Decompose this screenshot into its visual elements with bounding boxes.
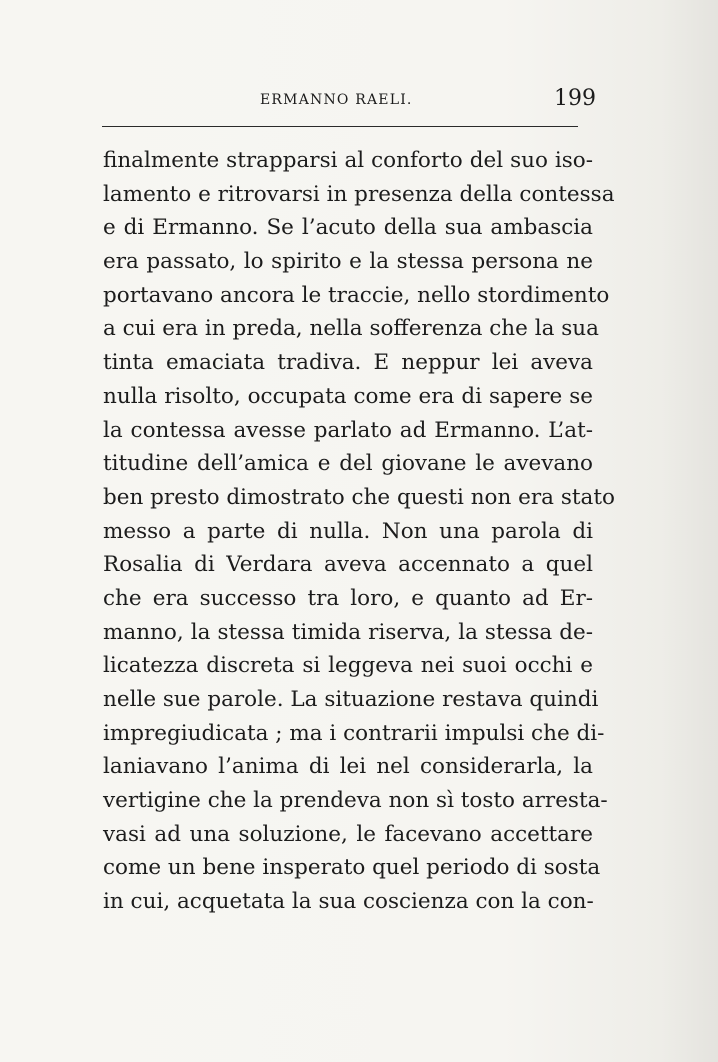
text-line: messo a parte di nulla. Non una parola di bbox=[103, 518, 593, 544]
text-line: vasi ad una soluzione, le facevano accettare bbox=[103, 821, 593, 847]
text-line: nelle sue parole. La situazione restava quindi bbox=[103, 687, 599, 712]
running-head bbox=[102, 86, 596, 116]
text-line: Rosalia di Verdara aveva accennato a quel bbox=[103, 552, 593, 578]
text-line: lamento e ritrovarsi in presenza della contessa bbox=[103, 181, 615, 207]
text-line: manno, la stessa timida riserva, la stessa de- bbox=[103, 619, 593, 645]
text-line: titudine dell’amica e del giovane le avevano bbox=[103, 451, 593, 477]
text-line: tinta emaciata tradiva. E neppur lei aveva bbox=[103, 350, 593, 376]
text-line: come un bene insperato quel periodo di sosta bbox=[103, 855, 601, 881]
text-line: finalmente strapparsi al conforto del suo iso- bbox=[103, 148, 593, 173]
text-line: portavano ancora le traccie, nello stordimento bbox=[103, 282, 610, 308]
text-line: licatezza discreta si leggeva nei suoi occhi e bbox=[103, 653, 593, 679]
text-line: in cui, acquetata la sua coscienza con la con- bbox=[103, 889, 594, 915]
text-line: che era successo tra loro, e quanto ad Er- bbox=[103, 585, 593, 611]
text-line: era passato, lo spirito e la stessa persona ne bbox=[103, 249, 593, 275]
text-line: e di Ermanno. Se l’acuto della sua ambascia bbox=[103, 215, 593, 241]
text-line: ben presto dimostrato che questi non era stato bbox=[103, 484, 615, 510]
text-line: vertigine che la prendeva non sì tosto arresta- bbox=[103, 788, 608, 814]
page-number: 199 bbox=[554, 86, 596, 111]
text-line: la contessa avesse parlato ad Ermanno. L’at- bbox=[103, 417, 593, 443]
running-title: ERMANNO RAELI. bbox=[260, 92, 413, 108]
text-line: a cui era in preda, nella sofferenza che la sua bbox=[103, 316, 599, 342]
text-line: nulla risolto, occupata come era di sapere se bbox=[103, 383, 593, 409]
text-line: laniavano l’anima di lei nel considerarla, la bbox=[103, 754, 593, 780]
body-text bbox=[103, 144, 615, 919]
text-line: impregiudicata ; ma i contrarii impulsi che di- bbox=[103, 720, 605, 746]
header-rule bbox=[102, 126, 578, 127]
